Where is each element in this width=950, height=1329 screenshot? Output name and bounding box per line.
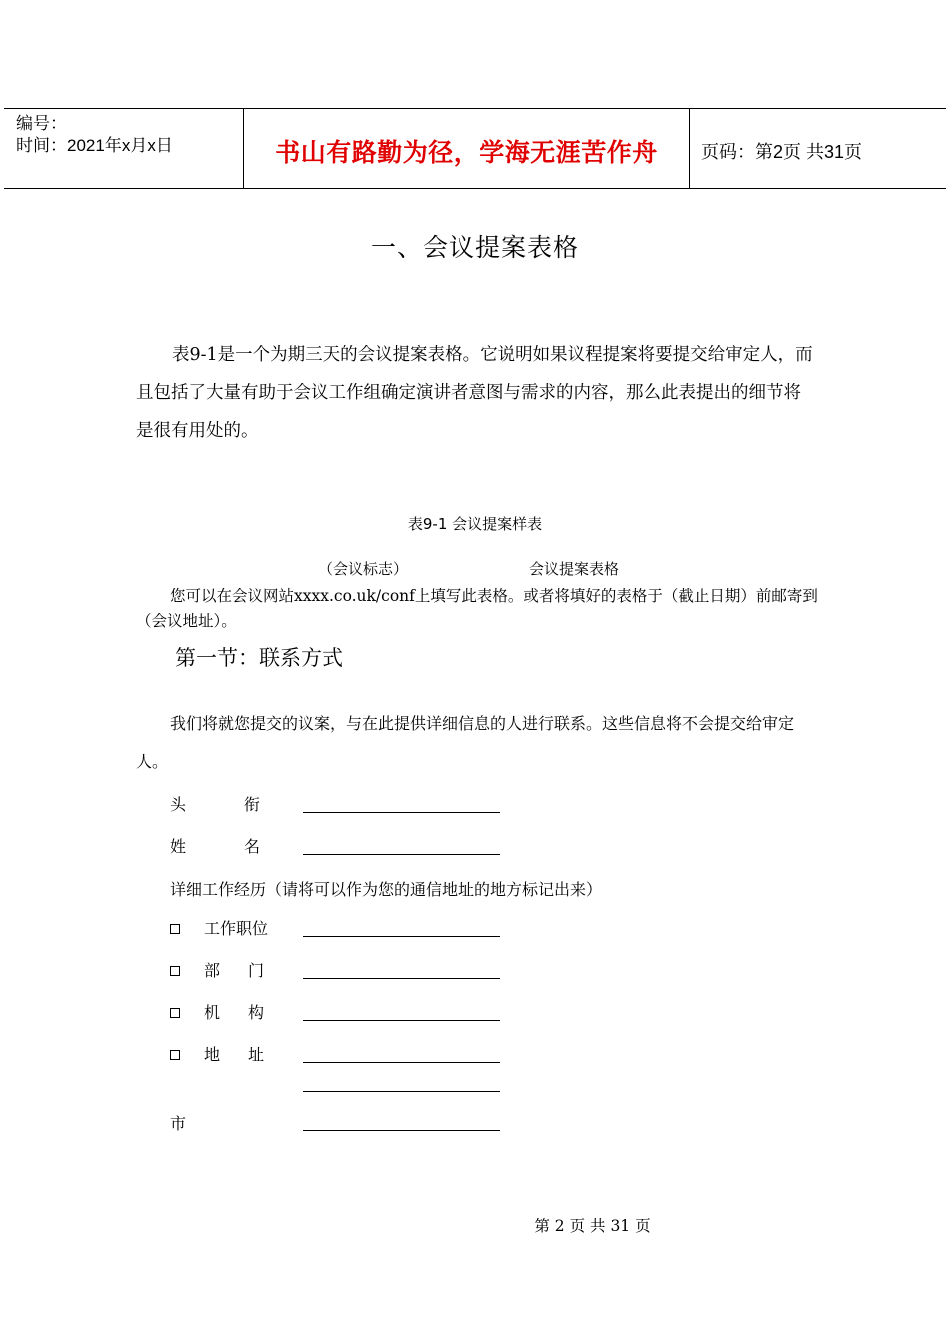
field-organization-char2: 构: [248, 1003, 265, 1022]
organization-checkbox[interactable]: [170, 1008, 180, 1018]
header-page-number: 页码：第2页 共31页: [701, 142, 863, 162]
doc-number-label: 编号：: [16, 114, 67, 133]
field-address-char1: 地: [204, 1045, 221, 1064]
field-organization-char1: 机: [204, 1003, 221, 1022]
field-title-char1: 头: [170, 795, 187, 814]
field-position-label: 工作职位: [204, 919, 269, 938]
department-checkbox[interactable]: [170, 966, 180, 976]
form-instructions: 您可以在会议网站xxxx.co.uk/conf上填写此表格。或者将填好的表格于（截止日期）前邮寄到（会议地址）。: [136, 587, 818, 630]
table-caption: 表9-1 会议提案样表: [407, 515, 543, 533]
address-input-line-2[interactable]: [303, 1091, 500, 1092]
city-input-line[interactable]: [303, 1130, 500, 1131]
field-title-char2: 衔: [244, 795, 261, 814]
work-history-note: 详细工作经历（请将可以作为您的通信地址的地方标记出来）: [170, 880, 603, 899]
position-input-line[interactable]: [303, 936, 500, 937]
field-city-label: 市: [170, 1114, 187, 1133]
field-name-char2: 名: [244, 837, 261, 856]
field-department-char1: 部: [204, 961, 221, 980]
page-footer: 第 2 页 共 31 页: [534, 1217, 651, 1235]
field-name-label: [170, 837, 260, 857]
field-organization-label: [204, 1003, 264, 1023]
header-meta: [16, 113, 173, 157]
address-input-line[interactable]: [303, 1062, 500, 1063]
field-department-char2: 门: [248, 961, 265, 980]
field-title-label: [170, 795, 260, 815]
organization-input-line[interactable]: [303, 1020, 500, 1021]
document-title: 一、会议提案表格: [370, 233, 579, 262]
form-logo-placeholder: （会议标志）: [318, 560, 409, 578]
form-title: 会议提案表格: [529, 560, 620, 578]
section-heading: 第一节：联系方式: [175, 646, 343, 670]
page-header: [4, 108, 946, 189]
intro-paragraph: 表9-1是一个为期三天的会议提案表格。它说明如果议程提案将要提交给审定人，而且包括了大量有助于会议工作组确定演讲者意图与需求的内容，那么此表提出的细节将是很有用处的。: [136, 345, 813, 441]
department-input-line[interactable]: [303, 978, 500, 979]
field-department-label: [204, 961, 264, 981]
header-divider: [689, 109, 690, 189]
header-motto: 书山有路勤为径，学海无涯苦作舟: [275, 138, 658, 167]
title-input-line[interactable]: [303, 812, 500, 813]
address-checkbox[interactable]: [170, 1050, 180, 1060]
name-input-line[interactable]: [303, 854, 500, 855]
field-address-char2: 址: [248, 1045, 265, 1064]
field-address-label: [204, 1045, 264, 1065]
contact-paragraph: 我们将就您提交的议案，与在此提供详细信息的人进行联系。这些信息将不会提交给审定人。: [136, 714, 795, 771]
position-checkbox[interactable]: [170, 924, 180, 934]
field-name-char1: 姓: [170, 837, 187, 856]
doc-date-label: 时间：2021年x月x日: [16, 136, 173, 155]
